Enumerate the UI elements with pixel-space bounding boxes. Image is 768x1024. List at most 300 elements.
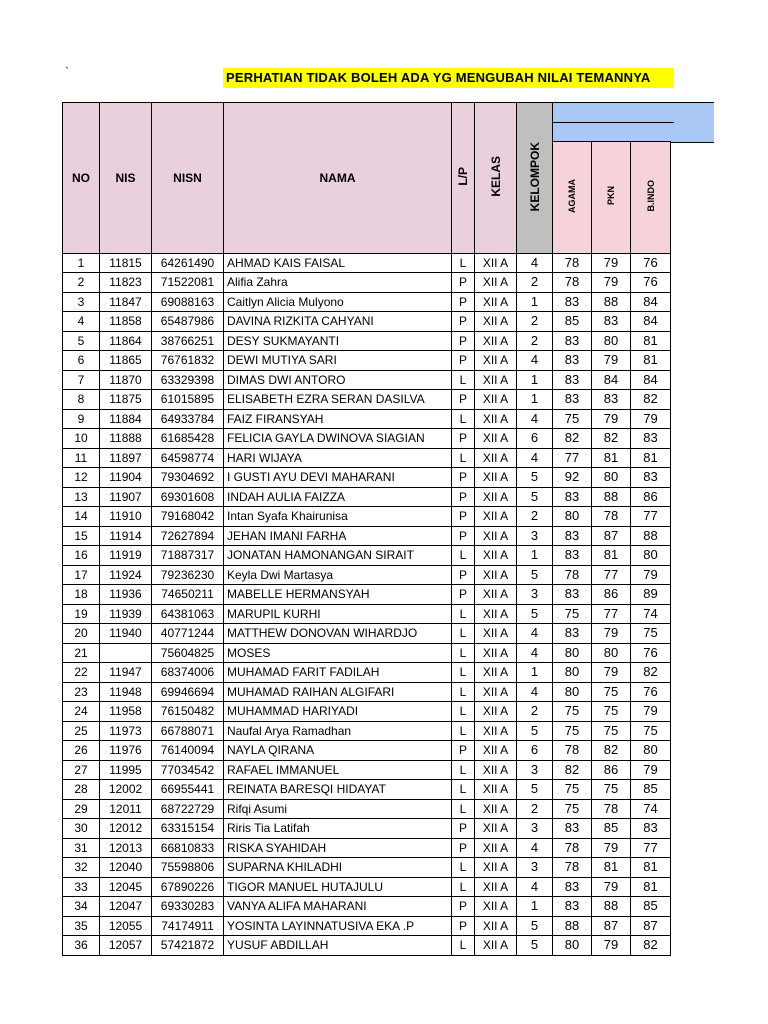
cell-nama[interactable]: JONATAN HAMONANGAN SIRAIT	[224, 546, 452, 566]
cell-kelas[interactable]: XII A	[475, 780, 517, 800]
cell-no[interactable]: 10	[63, 429, 100, 449]
cell-nama[interactable]: Naufal Arya Ramadhan	[224, 721, 452, 741]
cell-pkn[interactable]: 88	[592, 292, 631, 312]
cell-no[interactable]: 26	[63, 741, 100, 761]
cell-agama[interactable]: 83	[553, 331, 592, 351]
cell-lp[interactable]: P	[452, 331, 475, 351]
cell-nisn[interactable]: 71887317	[152, 546, 224, 566]
cell-nis[interactable]: 11958	[100, 702, 152, 722]
cell-lp[interactable]: L	[452, 409, 475, 429]
cell-lp[interactable]: L	[452, 780, 475, 800]
cell-kelas[interactable]: XII A	[475, 507, 517, 527]
cell-bindo[interactable]: 76	[631, 682, 671, 702]
cell-lp[interactable]: L	[452, 448, 475, 468]
cell-nisn[interactable]: 79168042	[152, 507, 224, 527]
cell-lp[interactable]: P	[452, 565, 475, 585]
cell-pkn[interactable]: 82	[592, 741, 631, 761]
cell-nisn[interactable]: 69301608	[152, 487, 224, 507]
cell-nama[interactable]: NAYLA QIRANA	[224, 741, 452, 761]
cell-agama[interactable]: 83	[553, 526, 592, 546]
cell-kelas[interactable]: XII A	[475, 429, 517, 449]
cell-agama[interactable]: 78	[553, 858, 592, 878]
cell-nama[interactable]: RAFAEL IMMANUEL	[224, 760, 452, 780]
cell-nisn[interactable]: 69946694	[152, 682, 224, 702]
cell-kelompok[interactable]: 1	[517, 390, 553, 410]
cell-bindo[interactable]: 81	[631, 448, 671, 468]
cell-no[interactable]: 7	[63, 370, 100, 390]
cell-lp[interactable]: L	[452, 799, 475, 819]
cell-nama[interactable]: FAIZ FIRANSYAH	[224, 409, 452, 429]
cell-kelompok[interactable]: 5	[517, 916, 553, 936]
cell-lp[interactable]: P	[452, 312, 475, 332]
cell-nisn[interactable]: 57421872	[152, 936, 224, 956]
cell-kelas[interactable]: XII A	[475, 331, 517, 351]
cell-kelas[interactable]: XII A	[475, 819, 517, 839]
cell-no[interactable]: 15	[63, 526, 100, 546]
cell-lp[interactable]: P	[452, 468, 475, 488]
cell-nama[interactable]: SUPARNA KHILADHI	[224, 858, 452, 878]
cell-bindo[interactable]: 81	[631, 877, 671, 897]
cell-agama[interactable]: 80	[553, 663, 592, 683]
cell-nama[interactable]: MUHAMMAD HARIYADI	[224, 702, 452, 722]
cell-no[interactable]: 14	[63, 507, 100, 527]
cell-bindo[interactable]: 76	[631, 643, 671, 663]
cell-nis[interactable]: 11924	[100, 565, 152, 585]
cell-kelas[interactable]: XII A	[475, 838, 517, 858]
cell-nis[interactable]: 11973	[100, 721, 152, 741]
cell-kelompok[interactable]: 3	[517, 819, 553, 839]
cell-nama[interactable]: HARI WIJAYA	[224, 448, 452, 468]
cell-nisn[interactable]: 63329398	[152, 370, 224, 390]
cell-no[interactable]: 18	[63, 585, 100, 605]
cell-no[interactable]: 11	[63, 448, 100, 468]
cell-kelas[interactable]: XII A	[475, 585, 517, 605]
cell-pkn[interactable]: 86	[592, 760, 631, 780]
cell-nis[interactable]: 11939	[100, 604, 152, 624]
cell-kelompok[interactable]: 4	[517, 643, 553, 663]
cell-nama[interactable]: DEWI MUTIYA SARI	[224, 351, 452, 371]
cell-no[interactable]: 31	[63, 838, 100, 858]
header-nisn[interactable]: NISN	[152, 103, 224, 254]
cell-agama[interactable]: 83	[553, 351, 592, 371]
cell-nis[interactable]: 12012	[100, 819, 152, 839]
cell-kelompok[interactable]: 1	[517, 546, 553, 566]
header-agama[interactable]	[553, 141, 592, 253]
cell-agama[interactable]: 78	[553, 273, 592, 293]
cell-kelas[interactable]: XII A	[475, 292, 517, 312]
cell-nisn[interactable]: 76140094	[152, 741, 224, 761]
header-nis[interactable]: NIS	[100, 103, 152, 254]
cell-pkn[interactable]: 79	[592, 877, 631, 897]
cell-kelompok[interactable]: 2	[517, 702, 553, 722]
cell-agama[interactable]: 75	[553, 780, 592, 800]
cell-bindo[interactable]: 79	[631, 565, 671, 585]
cell-pkn[interactable]: 75	[592, 682, 631, 702]
cell-nis[interactable]: 11823	[100, 273, 152, 293]
cell-kelompok[interactable]: 6	[517, 741, 553, 761]
cell-nama[interactable]: Caitlyn Alicia Mulyono	[224, 292, 452, 312]
cell-bindo[interactable]: 83	[631, 819, 671, 839]
cell-nis[interactable]: 11936	[100, 585, 152, 605]
cell-nama[interactable]: JEHAN IMANI FARHA	[224, 526, 452, 546]
cell-kelas[interactable]: XII A	[475, 604, 517, 624]
cell-bindo[interactable]: 80	[631, 741, 671, 761]
cell-kelompok[interactable]: 3	[517, 760, 553, 780]
cell-agama[interactable]: 83	[553, 487, 592, 507]
header-pkn[interactable]	[592, 141, 631, 253]
cell-nisn[interactable]: 68722729	[152, 799, 224, 819]
cell-kelompok[interactable]: 5	[517, 487, 553, 507]
cell-bindo[interactable]: 74	[631, 604, 671, 624]
cell-nisn[interactable]: 75604825	[152, 643, 224, 663]
cell-nis[interactable]: 11904	[100, 468, 152, 488]
cell-lp[interactable]: P	[452, 585, 475, 605]
cell-no[interactable]: 9	[63, 409, 100, 429]
cell-agama[interactable]: 75	[553, 604, 592, 624]
cell-nisn[interactable]: 67890226	[152, 877, 224, 897]
cell-bindo[interactable]: 79	[631, 409, 671, 429]
cell-nama[interactable]: Intan Syafa Khairunisa	[224, 507, 452, 527]
cell-pkn[interactable]: 78	[592, 507, 631, 527]
cell-nis[interactable]: 11914	[100, 526, 152, 546]
cell-nis[interactable]: 11884	[100, 409, 152, 429]
cell-nama[interactable]: REINATA BARESQI HIDAYAT	[224, 780, 452, 800]
cell-no[interactable]: 1	[63, 253, 100, 273]
cell-kelompok[interactable]: 2	[517, 273, 553, 293]
cell-nama[interactable]: MARUPIL KURHI	[224, 604, 452, 624]
cell-bindo[interactable]: 75	[631, 624, 671, 644]
cell-kelas[interactable]: XII A	[475, 390, 517, 410]
cell-agama[interactable]: 83	[553, 390, 592, 410]
cell-nis[interactable]: 12011	[100, 799, 152, 819]
cell-nisn[interactable]: 72627894	[152, 526, 224, 546]
cell-lp[interactable]: P	[452, 351, 475, 371]
header-kelas[interactable]	[475, 103, 517, 254]
cell-lp[interactable]: P	[452, 487, 475, 507]
cell-agama[interactable]: 83	[553, 897, 592, 917]
cell-nis[interactable]: 11870	[100, 370, 152, 390]
cell-nama[interactable]: AHMAD KAIS FAISAL	[224, 253, 452, 273]
cell-kelompok[interactable]: 1	[517, 370, 553, 390]
cell-lp[interactable]: L	[452, 702, 475, 722]
cell-agama[interactable]: 75	[553, 409, 592, 429]
cell-agama[interactable]: 80	[553, 682, 592, 702]
cell-lp[interactable]: P	[452, 507, 475, 527]
cell-pkn[interactable]: 88	[592, 487, 631, 507]
cell-kelompok[interactable]: 2	[517, 312, 553, 332]
cell-agama[interactable]: 80	[553, 507, 592, 527]
cell-kelas[interactable]: XII A	[475, 526, 517, 546]
cell-nama[interactable]: I GUSTI AYU DEVI MAHARANI	[224, 468, 452, 488]
cell-kelas[interactable]: XII A	[475, 858, 517, 878]
cell-lp[interactable]: P	[452, 390, 475, 410]
cell-bindo[interactable]: 85	[631, 780, 671, 800]
cell-agama[interactable]: 88	[553, 916, 592, 936]
cell-lp[interactable]: L	[452, 546, 475, 566]
cell-kelas[interactable]: XII A	[475, 409, 517, 429]
header-no[interactable]: NO	[63, 103, 100, 254]
cell-no[interactable]: 33	[63, 877, 100, 897]
cell-lp[interactable]: P	[452, 526, 475, 546]
cell-kelas[interactable]: XII A	[475, 702, 517, 722]
cell-nama[interactable]: YOSINTA LAYINNATUSIVA EKA .P	[224, 916, 452, 936]
cell-pkn[interactable]: 78	[592, 799, 631, 819]
cell-lp[interactable]: L	[452, 604, 475, 624]
cell-no[interactable]: 8	[63, 390, 100, 410]
cell-no[interactable]: 12	[63, 468, 100, 488]
cell-bindo[interactable]: 77	[631, 838, 671, 858]
cell-nisn[interactable]: 76150482	[152, 702, 224, 722]
cell-lp[interactable]: L	[452, 760, 475, 780]
cell-agama[interactable]: 80	[553, 936, 592, 956]
cell-pkn[interactable]: 79	[592, 253, 631, 273]
cell-bindo[interactable]: 83	[631, 468, 671, 488]
cell-kelompok[interactable]: 1	[517, 663, 553, 683]
cell-lp[interactable]: L	[452, 877, 475, 897]
header-lp[interactable]	[452, 103, 475, 254]
cell-lp[interactable]: L	[452, 370, 475, 390]
cell-nis[interactable]: 11995	[100, 760, 152, 780]
cell-kelompok[interactable]: 4	[517, 838, 553, 858]
cell-nama[interactable]: RISKA SYAHIDAH	[224, 838, 452, 858]
cell-lp[interactable]: L	[452, 936, 475, 956]
cell-lp[interactable]: P	[452, 741, 475, 761]
cell-no[interactable]: 6	[63, 351, 100, 371]
cell-pkn[interactable]: 81	[592, 448, 631, 468]
header-kelompok[interactable]	[517, 103, 553, 254]
cell-nama[interactable]: ELISABETH EZRA SERAN DASILVA	[224, 390, 452, 410]
cell-nis[interactable]: 11875	[100, 390, 152, 410]
cell-kelas[interactable]: XII A	[475, 546, 517, 566]
cell-lp[interactable]: P	[452, 292, 475, 312]
cell-nis[interactable]: 12040	[100, 858, 152, 878]
cell-nisn[interactable]: 61685428	[152, 429, 224, 449]
cell-kelompok[interactable]: 4	[517, 253, 553, 273]
cell-lp[interactable]: L	[452, 721, 475, 741]
cell-agama[interactable]: 85	[553, 312, 592, 332]
cell-no[interactable]: 16	[63, 546, 100, 566]
cell-agama[interactable]: 83	[553, 624, 592, 644]
cell-nis[interactable]: 11897	[100, 448, 152, 468]
cell-kelas[interactable]: XII A	[475, 351, 517, 371]
cell-kelas[interactable]: XII A	[475, 897, 517, 917]
cell-kelas[interactable]: XII A	[475, 916, 517, 936]
cell-nis[interactable]: 11910	[100, 507, 152, 527]
cell-pkn[interactable]: 84	[592, 370, 631, 390]
header-nama[interactable]: NAMA	[224, 103, 452, 254]
cell-nisn[interactable]: 68374006	[152, 663, 224, 683]
cell-kelas[interactable]: XII A	[475, 448, 517, 468]
cell-lp[interactable]: P	[452, 429, 475, 449]
cell-bindo[interactable]: 82	[631, 390, 671, 410]
cell-bindo[interactable]: 76	[631, 253, 671, 273]
cell-kelompok[interactable]: 4	[517, 682, 553, 702]
cell-no[interactable]: 23	[63, 682, 100, 702]
cell-nis[interactable]: 11948	[100, 682, 152, 702]
cell-nis[interactable]: 11858	[100, 312, 152, 332]
cell-nis[interactable]: 12055	[100, 916, 152, 936]
cell-nisn[interactable]: 69330283	[152, 897, 224, 917]
cell-agama[interactable]: 75	[553, 721, 592, 741]
cell-nisn[interactable]: 74174911	[152, 916, 224, 936]
cell-nama[interactable]: INDAH AULIA FAIZZA	[224, 487, 452, 507]
cell-kelompok[interactable]: 4	[517, 351, 553, 371]
cell-kelompok[interactable]: 2	[517, 507, 553, 527]
cell-no[interactable]: 34	[63, 897, 100, 917]
cell-kelompok[interactable]: 3	[517, 858, 553, 878]
cell-bindo[interactable]: 75	[631, 721, 671, 741]
cell-bindo[interactable]: 81	[631, 351, 671, 371]
cell-bindo[interactable]: 81	[631, 331, 671, 351]
cell-bindo[interactable]: 88	[631, 526, 671, 546]
cell-bindo[interactable]: 86	[631, 487, 671, 507]
cell-kelompok[interactable]: 5	[517, 604, 553, 624]
cell-nama[interactable]: MABELLE HERMANSYAH	[224, 585, 452, 605]
cell-kelas[interactable]: XII A	[475, 741, 517, 761]
cell-pkn[interactable]: 75	[592, 780, 631, 800]
cell-lp[interactable]: L	[452, 682, 475, 702]
cell-pkn[interactable]: 80	[592, 643, 631, 663]
cell-no[interactable]: 24	[63, 702, 100, 722]
cell-bindo[interactable]: 79	[631, 702, 671, 722]
cell-lp[interactable]: L	[452, 624, 475, 644]
cell-no[interactable]: 17	[63, 565, 100, 585]
cell-agama[interactable]: 78	[553, 565, 592, 585]
cell-nis[interactable]: 12057	[100, 936, 152, 956]
cell-bindo[interactable]: 84	[631, 312, 671, 332]
cell-lp[interactable]: L	[452, 253, 475, 273]
cell-pkn[interactable]: 87	[592, 526, 631, 546]
cell-bindo[interactable]: 74	[631, 799, 671, 819]
cell-lp[interactable]: P	[452, 819, 475, 839]
cell-no[interactable]: 3	[63, 292, 100, 312]
cell-lp[interactable]: P	[452, 273, 475, 293]
cell-lp[interactable]: P	[452, 916, 475, 936]
cell-pkn[interactable]: 86	[592, 585, 631, 605]
cell-agama[interactable]: 78	[553, 253, 592, 273]
cell-nis[interactable]: 11864	[100, 331, 152, 351]
cell-nisn[interactable]: 64261490	[152, 253, 224, 273]
cell-nama[interactable]: FELICIA GAYLA DWINOVA SIAGIAN	[224, 429, 452, 449]
cell-no[interactable]: 20	[63, 624, 100, 644]
cell-pkn[interactable]: 79	[592, 273, 631, 293]
cell-agama[interactable]: 77	[553, 448, 592, 468]
cell-nisn[interactable]: 66788071	[152, 721, 224, 741]
cell-nisn[interactable]: 64381063	[152, 604, 224, 624]
cell-nama[interactable]: YUSUF ABDILLAH	[224, 936, 452, 956]
cell-agama[interactable]: 83	[553, 370, 592, 390]
cell-kelompok[interactable]: 1	[517, 292, 553, 312]
cell-pkn[interactable]: 79	[592, 838, 631, 858]
cell-pkn[interactable]: 77	[592, 604, 631, 624]
cell-kelompok[interactable]: 4	[517, 624, 553, 644]
cell-pkn[interactable]: 87	[592, 916, 631, 936]
cell-kelompok[interactable]: 5	[517, 721, 553, 741]
cell-kelas[interactable]: XII A	[475, 721, 517, 741]
cell-nisn[interactable]: 40771244	[152, 624, 224, 644]
cell-nama[interactable]: DIMAS DWI ANTORO	[224, 370, 452, 390]
cell-nis[interactable]: 11907	[100, 487, 152, 507]
cell-nama[interactable]: MOSES	[224, 643, 452, 663]
cell-no[interactable]: 29	[63, 799, 100, 819]
cell-lp[interactable]: L	[452, 858, 475, 878]
cell-kelompok[interactable]: 2	[517, 331, 553, 351]
cell-no[interactable]: 2	[63, 273, 100, 293]
cell-nis[interactable]: 12013	[100, 838, 152, 858]
cell-kelompok[interactable]: 5	[517, 565, 553, 585]
cell-pkn[interactable]: 85	[592, 819, 631, 839]
cell-kelas[interactable]: XII A	[475, 682, 517, 702]
cell-bindo[interactable]: 77	[631, 507, 671, 527]
cell-nis[interactable]: 11976	[100, 741, 152, 761]
cell-nisn[interactable]: 66810833	[152, 838, 224, 858]
header-bindo[interactable]	[631, 141, 671, 253]
cell-bindo[interactable]: 84	[631, 292, 671, 312]
cell-no[interactable]: 27	[63, 760, 100, 780]
cell-nama[interactable]: MUHAMAD RAIHAN ALGIFARI	[224, 682, 452, 702]
cell-nisn[interactable]: 79304692	[152, 468, 224, 488]
cell-agama[interactable]: 83	[553, 585, 592, 605]
cell-nama[interactable]: MATTHEW DONOVAN WIHARDJO	[224, 624, 452, 644]
cell-agama[interactable]: 83	[553, 546, 592, 566]
cell-kelompok[interactable]: 4	[517, 448, 553, 468]
cell-kelas[interactable]: XII A	[475, 643, 517, 663]
cell-no[interactable]: 35	[63, 916, 100, 936]
cell-nis[interactable]: 12047	[100, 897, 152, 917]
cell-bindo[interactable]: 82	[631, 936, 671, 956]
cell-agama[interactable]: 82	[553, 429, 592, 449]
cell-pkn[interactable]: 77	[592, 565, 631, 585]
cell-nisn[interactable]: 74650211	[152, 585, 224, 605]
cell-no[interactable]: 36	[63, 936, 100, 956]
cell-nis[interactable]: 11940	[100, 624, 152, 644]
cell-agama[interactable]: 75	[553, 799, 592, 819]
cell-bindo[interactable]: 81	[631, 858, 671, 878]
cell-kelompok[interactable]: 4	[517, 409, 553, 429]
cell-nisn[interactable]: 63315154	[152, 819, 224, 839]
cell-nisn[interactable]: 61015895	[152, 390, 224, 410]
cell-pkn[interactable]: 81	[592, 858, 631, 878]
cell-kelompok[interactable]: 5	[517, 780, 553, 800]
cell-kelompok[interactable]: 5	[517, 936, 553, 956]
cell-bindo[interactable]: 80	[631, 546, 671, 566]
cell-nisn[interactable]: 69088163	[152, 292, 224, 312]
cell-nama[interactable]: Alifia Zahra	[224, 273, 452, 293]
cell-kelas[interactable]: XII A	[475, 936, 517, 956]
cell-pkn[interactable]: 81	[592, 546, 631, 566]
cell-lp[interactable]: L	[452, 643, 475, 663]
cell-pkn[interactable]: 79	[592, 936, 631, 956]
cell-nisn[interactable]: 77034542	[152, 760, 224, 780]
cell-kelompok[interactable]: 1	[517, 897, 553, 917]
cell-nis[interactable]: 11847	[100, 292, 152, 312]
cell-bindo[interactable]: 79	[631, 760, 671, 780]
cell-pkn[interactable]: 79	[592, 624, 631, 644]
cell-agama[interactable]: 83	[553, 877, 592, 897]
cell-nis[interactable]	[100, 643, 152, 663]
cell-nama[interactable]: VANYA ALIFA MAHARANI	[224, 897, 452, 917]
cell-nisn[interactable]: 64598774	[152, 448, 224, 468]
cell-kelas[interactable]: XII A	[475, 565, 517, 585]
cell-kelompok[interactable]: 6	[517, 429, 553, 449]
cell-nis[interactable]: 12045	[100, 877, 152, 897]
cell-nisn[interactable]: 76761832	[152, 351, 224, 371]
cell-kelas[interactable]: XII A	[475, 468, 517, 488]
cell-pkn[interactable]: 75	[592, 702, 631, 722]
cell-agama[interactable]: 83	[553, 819, 592, 839]
cell-pkn[interactable]: 75	[592, 721, 631, 741]
cell-bindo[interactable]: 82	[631, 663, 671, 683]
